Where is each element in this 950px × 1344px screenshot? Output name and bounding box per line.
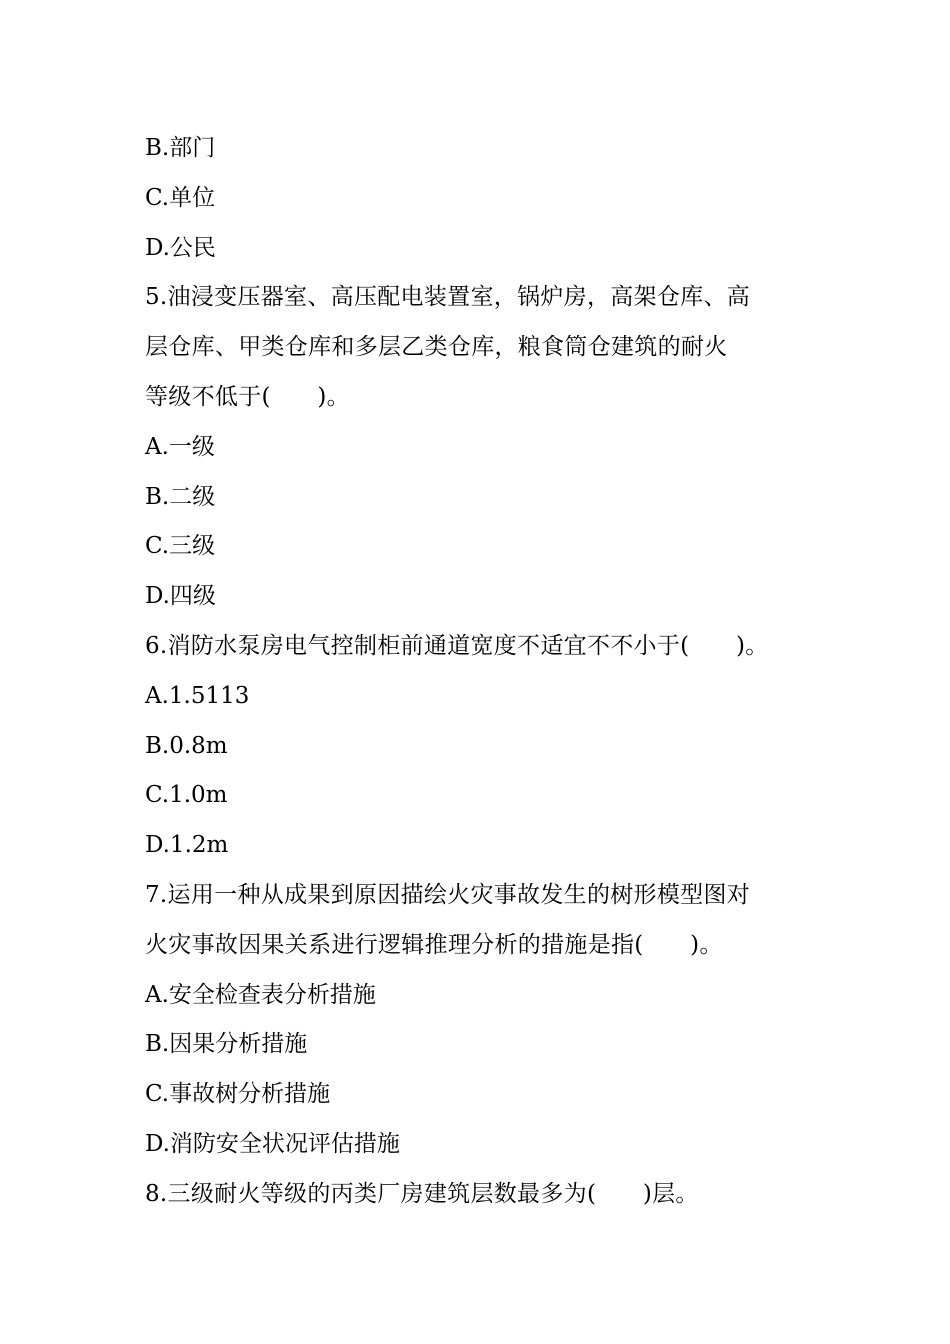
option-7a: A.安全检查表分析措施 [145, 981, 376, 1008]
option-6a: A.1.5113 [145, 682, 250, 709]
question-8-line-1: 8.三级耐火等级的丙类厂房建筑层数最多为( )层。 [145, 1180, 699, 1207]
question-7 [145, 871, 810, 971]
option-6d: D.1.2m [145, 832, 229, 859]
question-5-line-3: 等级不低于( )。 [145, 383, 350, 410]
question-7-line-1: 7.运用一种从成果到原因描绘火灾事故发生的树形模型图对 [145, 881, 751, 908]
question-6 [145, 622, 810, 672]
question-6-line-1: 6.消防水泵房电气控制柜前通道宽度不适宜不不小于( )。 [145, 632, 769, 659]
option-5a: A.一级 [145, 433, 215, 460]
option-7c: C.事故树分析措施 [145, 1081, 331, 1108]
option-5b: B.二级 [145, 483, 216, 510]
option-4b: B.部门 [145, 135, 216, 161]
option-4d: D.公民 [145, 234, 216, 261]
question-5-line-2: 层仓库、甲类仓库和多层乙类仓库，粮食筒仓建筑的耐火 [145, 334, 728, 361]
option-7d: D.消防安全状况评估措施 [145, 1130, 400, 1157]
question-8 [145, 1170, 810, 1220]
question-7-line-2: 火灾事故因果关系进行逻辑推理分析的措施是指( )。 [145, 931, 723, 958]
question-5-line-1: 5.油浸变压器室、高压配电装置室，锅炉房，高架仓库、高 [145, 284, 751, 311]
option-6c: C.1.0m [145, 782, 228, 809]
option-6b: B.0.8m [145, 732, 228, 759]
question-5 [145, 273, 810, 422]
option-4c: C.单位 [145, 184, 216, 211]
option-7b: B.因果分析措施 [145, 1031, 308, 1058]
option-5c: C.三级 [145, 533, 216, 560]
document-content [145, 124, 810, 1220]
option-5d: D.四级 [145, 583, 216, 610]
